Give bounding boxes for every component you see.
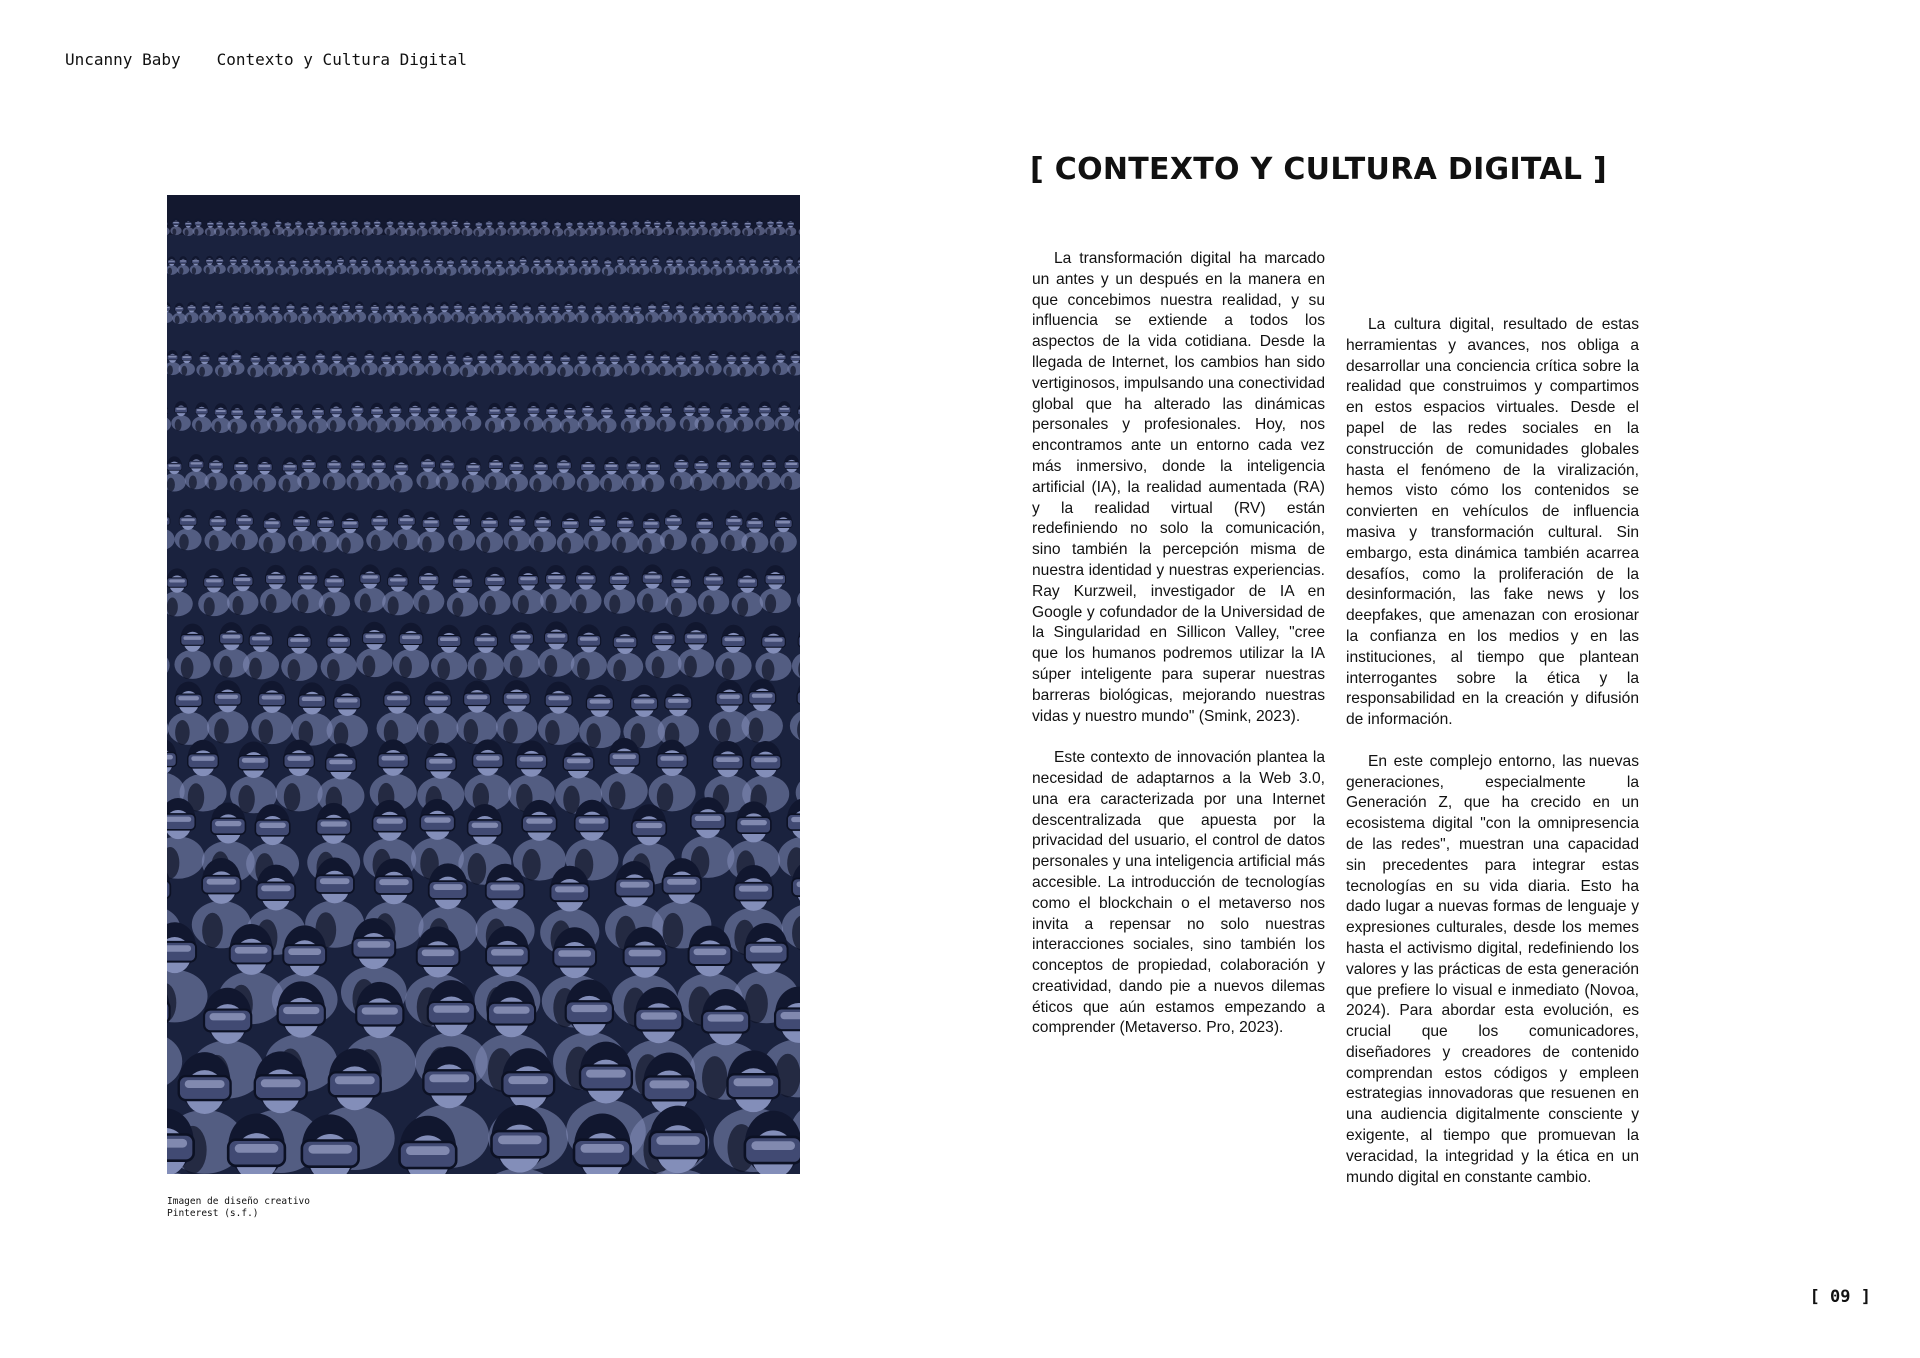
vr-audience-image bbox=[167, 195, 800, 1174]
caption-title: Imagen de diseño creativo bbox=[167, 1196, 310, 1207]
vr-crowd-illustration bbox=[167, 195, 800, 1174]
paragraph: La transformación digital ha marcado un antes y un después en la manera en que concebimos nuestra realidad, y su influencia se extiende a todos los aspectos de la vida cotidiana. Desde la llegada de Internet, los cambios han sido vertiginosos, impulsando una conectividad global que ha alterado las dinámicas personales y profesionales. Hoy, nos encontramos ante un entorno cada vez más inmersivo, donde la inteligencia artificial (IA), la realidad aumentada (RA) y la realidad virtual (RV) están redefiniendo no solo la comunicación, sino también la percepción misma de nuestra identidad y nuestras experiencias. Ray Kurzweil, investigador de IA en Google y cofundador de la Universidad de la Singularidad en Sillicon Valley, "cree que los humanos podremos utilizar la IA súper inteligente para superar nuestras barreras biológicas, mejorando nuestras vidas y nuestro mundo" (Smink, 2023). bbox=[1032, 250, 1325, 725]
paragraph: La cultura digital, resultado de estas herramientas y avances, nos obliga a desarrollar una conciencia crítica sobre la realidad que construimos y compartimos en estos espacios virtuales. Desde el papel de las redes sociales en la construcción de comunidades globales hasta el fenómeno de la viralización, hemos visto cómo los contenidos se convierten en vehículos de influencia masiva y transformación cultural. Sin embargo, esta dinámica también acarrea desafíos, como la proliferación de la desinformación, las fake news y los deepfakes, que amenazan con erosionar la confianza en los medios y en las instituciones, al tiempo que plantean interrogantes sobre la ética y la responsabilidad en la creación y difusión de información. bbox=[1346, 316, 1639, 729]
paragraph: Este contexto de innovación plantea la necesidad de adaptarnos a la Web 3.0, una era caracterizada por una Internet descentralizada que apuesta por la privacidad del usuario, el control de datos personales y una inteligencia artificial más accesible. La introducción de tecnologías como el blockchain o el metaverso nos invita a repensar no solo nuestras interacciones sociales, sino también los conceptos de propiedad, colaboración y creatividad, dando pie a nuevos dilemas éticos que aún estamos empezando a comprender (Metaverso. Pro, 2023). bbox=[1032, 749, 1325, 1037]
section-name: Contexto y Cultura Digital bbox=[216, 50, 468, 69]
page-number: [ 09 ] bbox=[1809, 1287, 1871, 1307]
page-title: [ CONTEXTO Y CULTURA DIGITAL ] bbox=[1030, 152, 1608, 187]
caption-source: Pinterest (s.f.) bbox=[167, 1208, 259, 1219]
paragraph: En este complejo entorno, las nuevas generaciones, especialmente la Generación Z, que ha crecido en un ecosistema digital "con la omnipresencia de las redes", muestran una capacidad sin precedentes para integrar estas tecnologías en su vida diaria. Esto ha dado lugar a nuevas formas de lenguaje y expresiones culturales, desde los memes hasta el activismo digital, redefiniendo los valores y las prácticas de esta generación que prefiere lo visual e inmediato (Novoa, 2024). Para abordar esta evolución, es crucial que los comunicadores, diseñadores y creadores de contenido comprendan estos códigos y empleen estrategias innovadoras que resuenen en una audiencia digitalmente consciente y exigente, al tiempo que promuevan la veracidad, la integridad y la ética en un mundo digital en constante cambio. bbox=[1346, 752, 1639, 1186]
running-head bbox=[65, 50, 467, 69]
text-column-right bbox=[1346, 315, 1639, 1188]
text-column-left bbox=[1032, 249, 1325, 1039]
publication-name: Uncanny Baby bbox=[65, 50, 181, 69]
image-caption bbox=[167, 1196, 310, 1220]
